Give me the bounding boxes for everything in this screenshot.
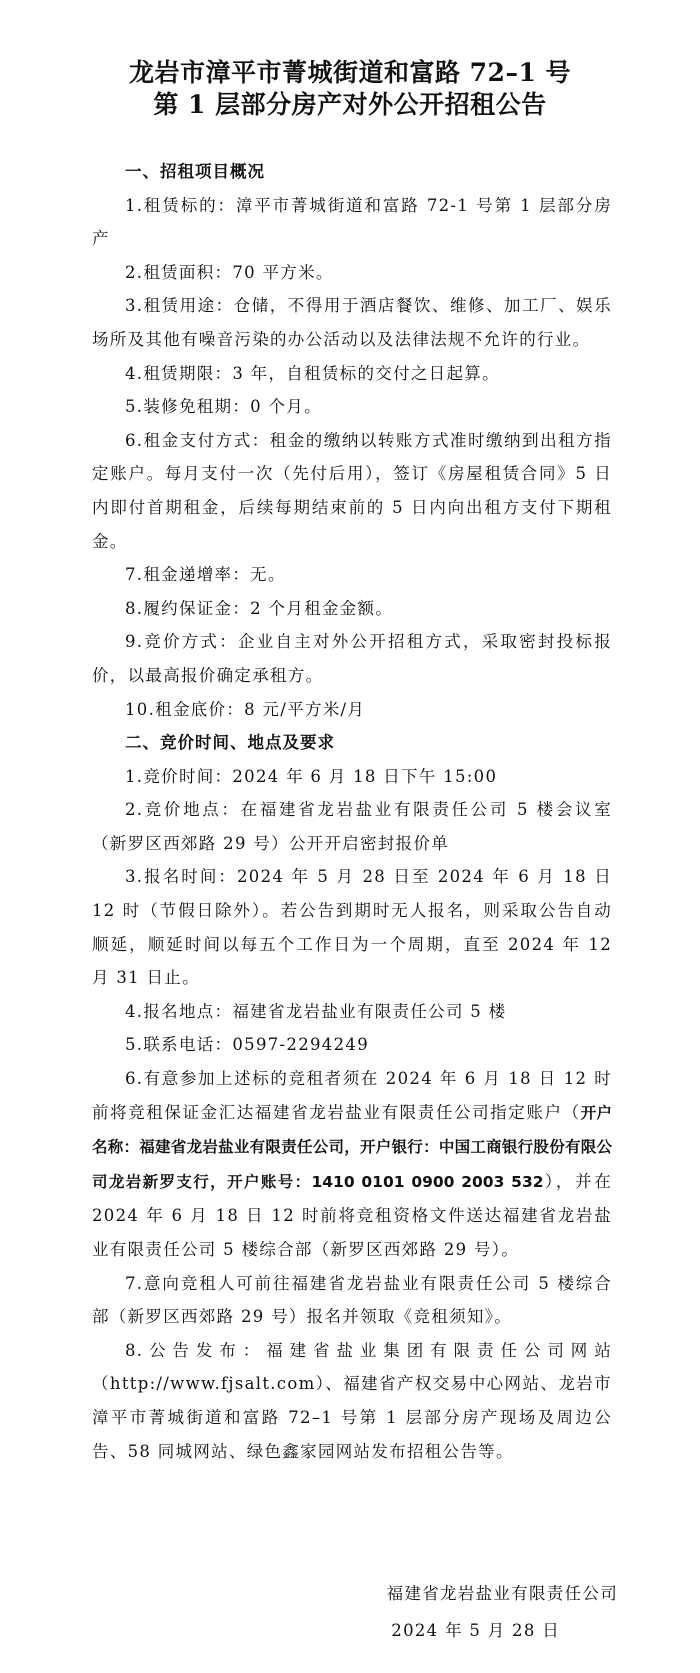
s1-item-10: 10.租金底价：8 元/平方米/月 xyxy=(125,699,366,719)
s1-item-4: 4.租赁期限：3 年，自租赁标的交付之日起算。 xyxy=(125,363,500,383)
section-1-heading: 一、招租项目概况 xyxy=(125,162,265,181)
s2-item-8: 8.公告发布：福建省盐业集团有限责任公司网站（http://www.fjsalt.com）、福建省产权交易中心网站、龙岩市漳平市菁城街道和富路 72–1 号第 1 层部分房产现场及周边公告、58 同城网站、绿色鑫家园网站发布招租公告等。 xyxy=(92,1340,612,1461)
signature-company: 福建省龙岩盐业有限责任公司 xyxy=(386,1584,618,1603)
s2-item-5: 5.联系电话：0597-2294249 xyxy=(125,1035,369,1055)
s2-item-4: 4.报名地点：福建省龙岩盐业有限责任公司 5 楼 xyxy=(125,1001,507,1021)
s1-item-3: 3.租赁用途：仓储，不得用于酒店餐饮、维修、加工厂、娱乐场所及其他有噪音污染的办公活动以及法律法规不允许的行业。 xyxy=(92,296,612,349)
s2-item-6 xyxy=(92,1062,612,1267)
section-2-heading: 二、竞价时间、地点及要求 xyxy=(125,733,335,753)
s2-item-3: 3.报名时间：2024 年 5 月 28 日至 2024 年 6 月 18 日 12 时（节假日除外）。若公告到期时无人报名，则采取公告自动顺延，顺延时间以每五个工作日为一个周期，直至 2024 年 12 月 31 日止。 xyxy=(92,867,612,988)
announcement-body xyxy=(92,155,612,1468)
bank-account-info: 开户名称：福建省龙岩盐业有限责任公司，开户银行：中国工商银行股份有限公司龙岩新罗支行，开户账号：1410 0101 0900 2003 532 xyxy=(92,1103,612,1191)
s2-item-6-post: ），并在 2024 年 6 月 18 日 12 时前将竞租资格文件送达福建省龙岩盐业有限责任公司 5 楼综合部（新罗区西郊路 29 号）。 xyxy=(92,1171,612,1259)
s2-item-2: 2.竞价地点：在福建省龙岩盐业有限责任公司 5 楼会议室（新罗区西郊路 29 号）公开开启密封报价单 xyxy=(92,800,612,853)
s1-item-9: 9.竞价方式：企业自主对外公开招租方式，采取密封投标报价，以最高报价确定承租方。 xyxy=(92,632,612,685)
signature-date: 2024 年 5 月 28 日 xyxy=(391,1621,560,1640)
title-line-1: 龙岩市漳平市菁城街道和富路 72–1 号 xyxy=(128,58,572,87)
title-line-2: 第 1 层部分房产对外公开招租公告 xyxy=(153,90,547,119)
s2-item-1: 1.竞价时间：2024 年 6 月 18 日下午 15:00 xyxy=(125,766,498,786)
s1-item-2: 2.租赁面积：70 平方米。 xyxy=(125,262,334,282)
s1-item-8: 8.履约保证金：2 个月租金金额。 xyxy=(125,598,394,618)
s2-item-7: 7.意向竞租人可前往福建省龙岩盐业有限责任公司 5 楼综合部（新罗区西郊路 29 号）报名并领取《竞租须知》。 xyxy=(92,1273,612,1327)
s1-item-6: 6.租金支付方式：租金的缴纳以转账方式准时缴纳到出租方指定账户。每月支付一次（先付后用），签订《房屋租赁合同》5 日内即付首期租金，后续每期结束前的 5 日内向出租方支付下期租金。 xyxy=(92,430,612,551)
s2-item-6-pre: 6.有意参加上述标的竞租者须在 2024 年 6 月 18 日 12 时前将竞租保证金汇达福建省龙岩盐业有限责任公司指定账户（ xyxy=(92,1069,612,1122)
s1-item-1: 1.租赁标的：漳平市菁城街道和富路 72-1 号第 1 层部分房产 xyxy=(92,195,612,249)
s1-item-5: 5.装修免租期：0 个月。 xyxy=(125,397,322,417)
s1-item-7: 7.租金递增率：无。 xyxy=(125,565,286,585)
